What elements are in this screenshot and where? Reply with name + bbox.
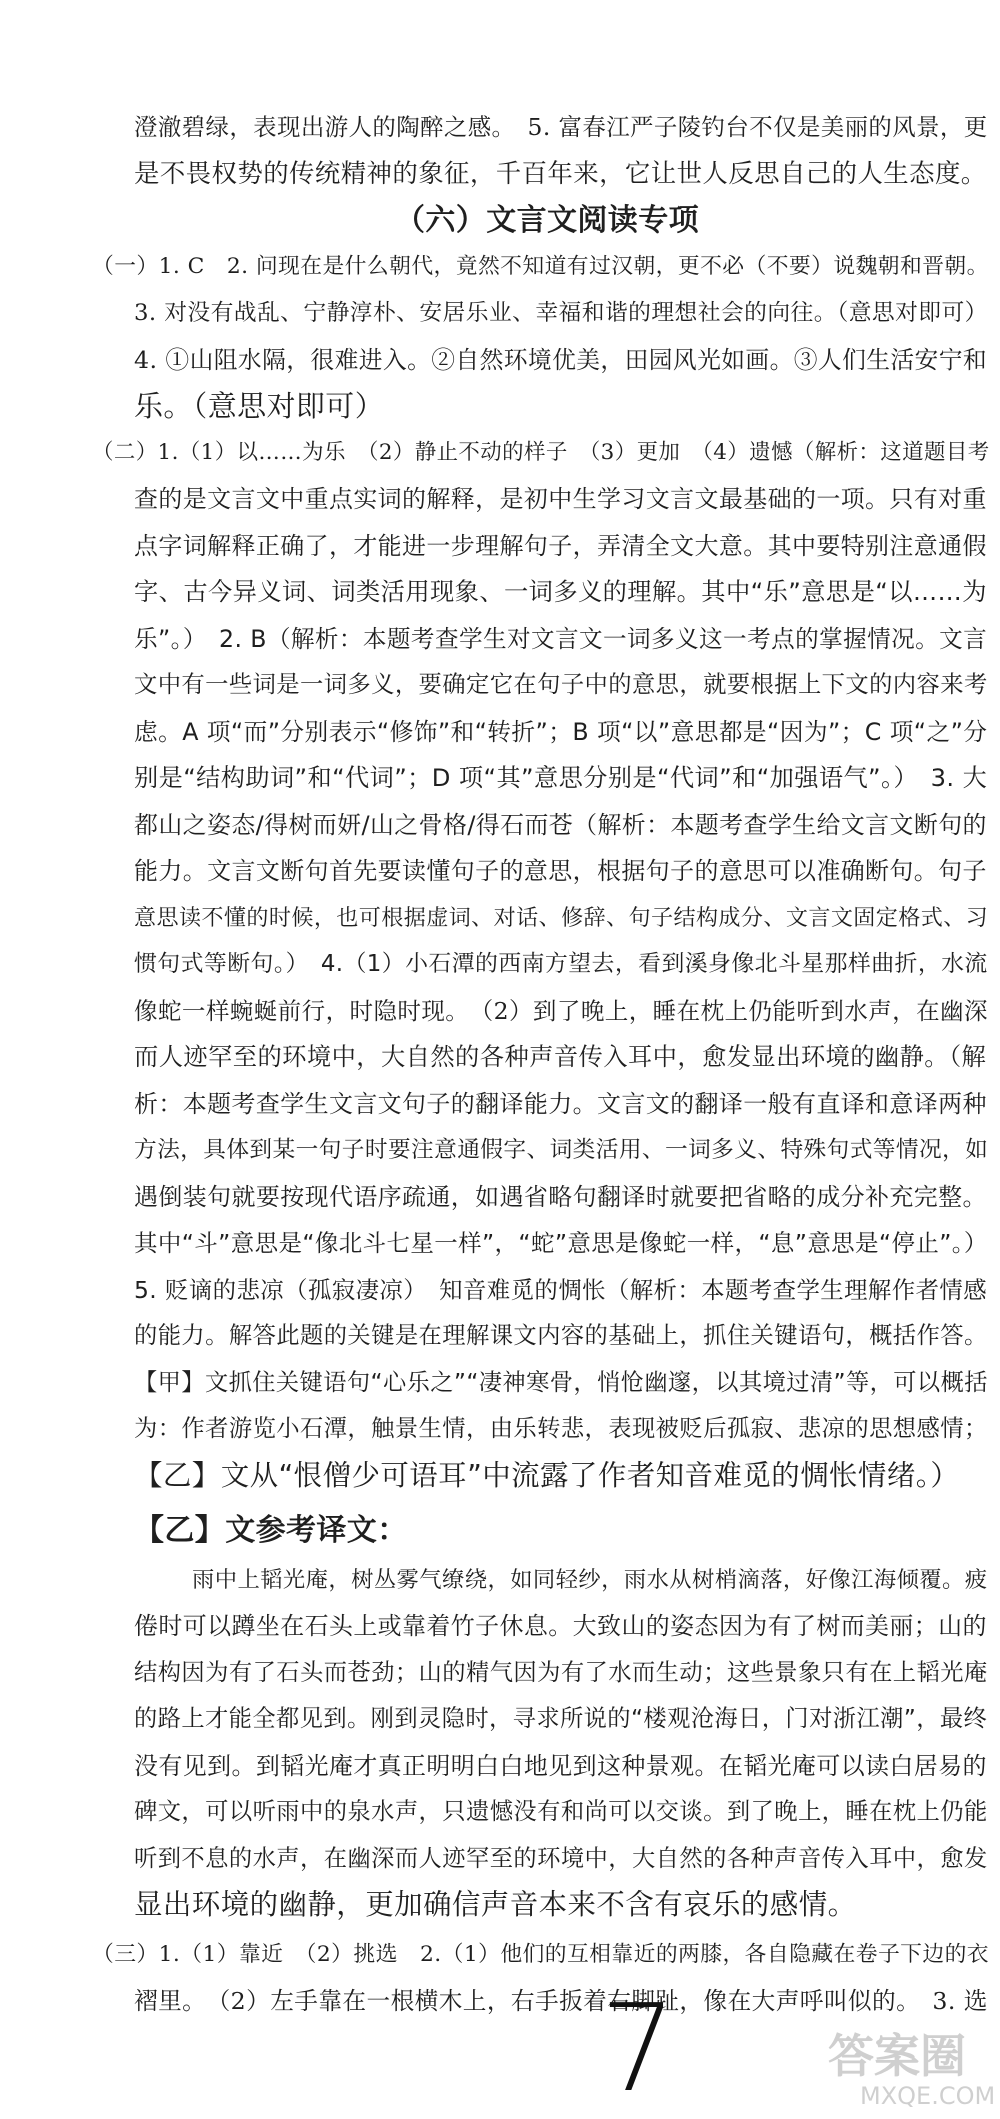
text-line: 虑。A 项“而”分别表示“修饰”和“转折”；B 项“以”意思都是“因为”；C 项“之”分 [134, 718, 988, 746]
text-line: 意思读不懂的时候，也可根据虚词、对话、修辞、句子结构成分、文言文固定格式、习 [134, 905, 989, 931]
text-line: 3. 对没有战乱、宁静淳朴、安居乐业、幸福和谐的理想社会的向往。（意思对即可） [134, 300, 988, 326]
text-line: 而人迹罕至的环境中，大自然的各种声音传入耳中，愈发显出环境的幽静。（解 [134, 1042, 987, 1071]
text-line: 析：本题考查学生文言文句子的翻译能力。文言文的翻译一般有直译和意译两种 [134, 1090, 987, 1118]
text-line: 查的是文言文中重点实词的解释，是初中生学习文言文最基础的一项。只有对重 [134, 485, 987, 513]
text-line: 乐。（意思对即可） [134, 389, 385, 423]
text-line: 倦时可以蹲坐在石头上或靠着竹子休息。大致山的姿态因为有了树而美丽；山的 [134, 1612, 987, 1640]
text-line: 文中有一些词是一词多义，要确定它在句子中的意思，就要根据上下文的内容来考 [134, 671, 988, 698]
text-line: 5. 贬谪的悲凉（孤寂凄凉） 知音难觅的惆怅（解析：本题考查学生理解作者情感 [134, 1276, 988, 1304]
text-line: 乐”。） 2. B（解析：本题考查学生对文言文一词多义这一考点的掌握情况。文言 [134, 625, 988, 653]
text-line: 结构因为有了石头而苍劲；山的精气因为有了水而生动；这些景象只有在上韬光庵 [134, 1659, 988, 1686]
text-line: 其中“斗”意思是“像北斗七星一样”，“蛇”意思是像蛇一样，“息”意思是“停止”。） [134, 1229, 988, 1257]
text-line: （二）1.（1）以……为乐 （2）静止不动的样子 （3）更加 （4）遗憾（解析：这道题目考 [92, 440, 990, 465]
handwritten-page-number: 7 [600, 1980, 677, 2119]
text-line: 别是“结构助词”和“代词”；D 项“其”意思分别是“代词”和“加强语气”。） 3. 大 [134, 764, 988, 792]
text-line: 字、古今异义词、词类活用现象、一词多义的理解。其中“乐”意思是“以……为 [134, 577, 987, 606]
watermark-text: 答案圈 [828, 2029, 966, 2083]
text-line: 【甲】文抓住关键语句“心乐之”“凄神寒骨，悄怆幽邃，以其境过清”等，可以概括 [134, 1369, 988, 1396]
text-line: 能力。文言文断句首先要读懂句子的意思，根据句子的意思可以准确断句。句子 [134, 857, 987, 885]
text-line: 是不畏权势的传统精神的象征，千百年来，它让世人反思自己的人生态度。 [134, 158, 987, 188]
text-line: 为：作者游览小石潭，触景生情，由乐转悲，表现被贬后孤寂、悲凉的思想感情； [134, 1415, 988, 1442]
text-line: 雨中上韬光庵，树丛雾气缭绕，如同轻纱，雨水从树梢滴落，好像江海倾覆。疲 [192, 1567, 988, 1593]
text-line: 没有见到。到韬光庵才真正明明白白地见到这种景观。在韬光庵可以读白居易的 [134, 1752, 987, 1780]
watermark-logo [820, 2030, 995, 2115]
text-line: 方法，具体到某一句子时要注意通假字、词类活用、一词多义、特殊句式等情况，如 [134, 1137, 989, 1163]
translation-heading: 【乙】文参考译文： [134, 1513, 408, 1548]
text-line: 碑文，可以听雨中的泉水声，只遗憾没有和尚可以交谈。到了晚上，睡在枕上仍能 [134, 1798, 988, 1825]
text-line: 遇倒装句就要按现代语序疏通，如遇省略句翻译时就要把省略的成分补充完整。 [134, 1183, 987, 1211]
text-line: （三）1.（1）靠近 （2）挑选 2.（1）他们的互相靠近的两膝，各自隐藏在卷子下边的衣 [92, 1942, 990, 1967]
text-line: 点字词解释正确了，才能进一步理解句子，弄清全文大意。其中要特别注意通假 [134, 532, 987, 560]
text-line: 的能力。解答此题的关键是在理解课文内容的基础上，抓住关键语句，概括作答。 [134, 1322, 988, 1349]
section-heading: （六）文言文阅读专项 [395, 203, 699, 238]
text-line: 澄澈碧绿，表现出游人的陶醉之感。 5. 富春江严子陵钓台不仅是美丽的风景，更 [134, 113, 988, 141]
text-line: 像蛇一样蜿蜒前行，时隐时现。 （2）到了晚上，睡在枕上仍能听到水声，在幽深 [134, 997, 988, 1025]
text-line: 褶里。 （2）左手靠在一根横木上，右手扳着右脚趾，像在大声呼叫似的。 3. 选 [134, 1987, 988, 2015]
text-line: 惯句式等断句。） 4.（1）小石潭的西南方望去，看到溪身像北斗星那样曲折，水流 [134, 951, 988, 977]
text-line: 听到不息的水声，在幽深而人迹罕至的环境中，大自然的各种声音传入耳中，愈发 [134, 1845, 988, 1872]
text-line: 的路上才能全都见到。刚到灵隐时，寻求所说的“楼观沧海日，门对浙江潮”，最终 [134, 1705, 988, 1732]
text-line: 【乙】文从“恨僧少可语耳”中流露了作者知音难觅的惆怅情绪。） [134, 1459, 960, 1492]
text-line: 显出环境的幽静，更加确信声音本来不含有哀乐的感情。 [134, 1888, 857, 1921]
watermark-url: MXQE.COM [860, 2082, 996, 2110]
text-line: 4. ①山阻水隔，很难进入。②自然环境优美，田园风光如画。③人们生活安宁和 [134, 346, 988, 374]
text-line: （一）1. C 2. 问现在是什么朝代，竟然不知道有过汉朝，更不必（不要）说魏朝和晋朝。 [92, 254, 989, 279]
text-line: 都山之姿态/得树而妍/山之骨格/得石而苍（解析：本题考查学生给文言文断句的 [134, 811, 987, 839]
